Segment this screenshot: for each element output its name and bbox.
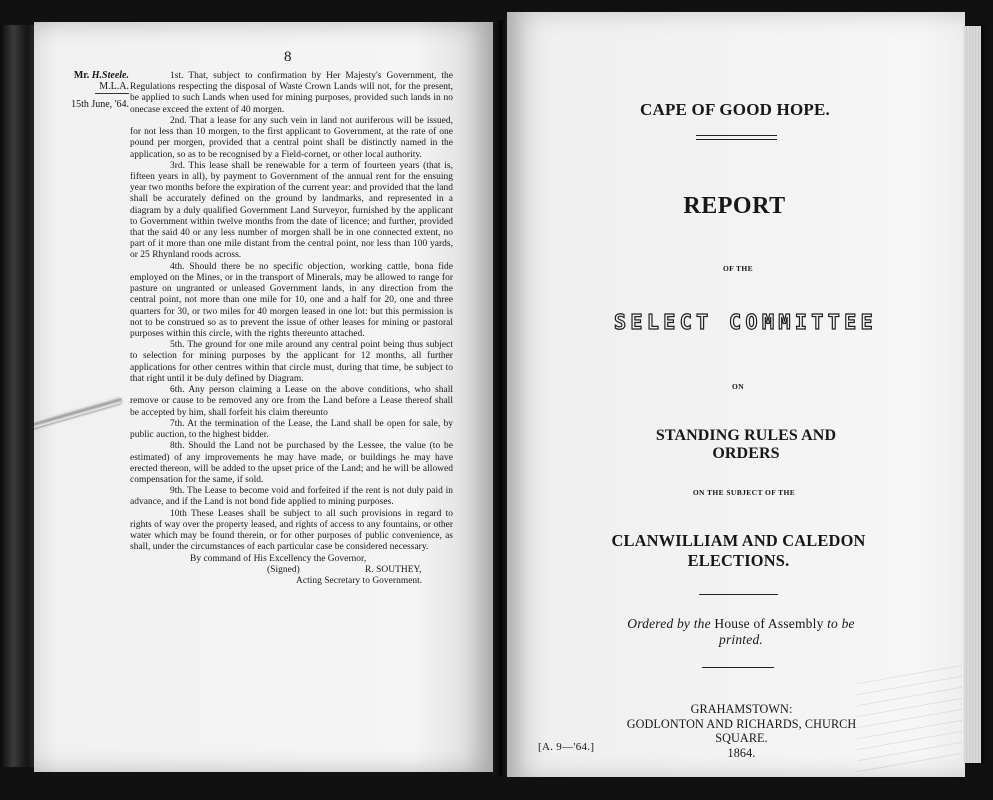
- regulation-paragraph-5: 5th. The ground for one mile around any central point being thus subject to selection for mining purposes by the applicant for 12 months, all further applications for other centres within that circle must, during that time, be subject to that right until it be duly defined by Diagram.: [130, 340, 453, 384]
- printing-order: [616, 616, 866, 648]
- margin-note: [69, 70, 129, 110]
- ordered-by-text: Ordered by the: [627, 616, 711, 631]
- colony-heading-rule: [696, 135, 777, 140]
- regulation-paragraph-2: 2nd. That a lease for any such vein in land not auriferous will be issued, for not less than 10 morgen, to the first applicant to Government, at the rate of one pound per morgen, provided that a central point shall be distinctly named in the application, so as to be recognised by a Field-cornet, or other local authority.: [130, 115, 453, 160]
- margin-note-name-italic: H.Steele.: [91, 70, 129, 81]
- margin-note-title: M.L.A.: [99, 81, 129, 92]
- colony-heading: CAPE OF GOOD HOPE.: [640, 100, 830, 119]
- title-page: [507, 12, 965, 777]
- margin-note-name-prefix: Mr.: [73, 70, 90, 81]
- house-text: House of Assembly: [714, 616, 824, 631]
- of-the-label: OF THE: [722, 264, 754, 273]
- margin-note-date: 15th June, '64.: [71, 99, 129, 110]
- regulation-paragraph-4: 4th. Should there be no specific objection, working cattle, bona fide employed on the Mines, or in the transport of Minerals, may be allowed to range for pasture on ungranted or unleased Government lands, in any direction from the central point, not more than one mile for 10, one and a half for 20, one and three quarters for 30, or two miles for 40 morgen leased in one lot: but this permission is not to be construed so as to prevent the issue of other leases for mining or pastoral purposes within this circle, with the rights thereunto attached.: [130, 261, 453, 339]
- regulations-text: [130, 71, 453, 587]
- publication-year: 1864.: [727, 745, 756, 760]
- signatory-role: Acting Secretary to Government.: [296, 575, 423, 586]
- page-stack-edge: [964, 26, 981, 763]
- regulation-paragraph-3: 3rd. This lease shall be renewable for a term of fourteen years (that is, fifteen years in all), by payment to Government of the annual rent for the ensuing year two months before the expiration of the current year: and provided that the land shall be accurately defined on the ground by landmarks, and represented in a diagram by a duly qualified Government Land Surveyor, furnished by the applicant to Government within twelve months from the date of licence; and further, provided that the said 40 or any less number of morgen shall be in one connected extent, no part of it more than one mile distant from the central point, nor less than 100 yards, or 25 Rhynland roods across.: [130, 160, 453, 261]
- left-page: [34, 22, 497, 772]
- regulation-paragraph-10: 10th These Leases shall be subject to all such provisions in regard to rights of way over the property leased, and rights of access to any fountains, or other water which may be found therein, or for other purposes of public convenience, as shall, under the circumstances of each particular case be considered necessary.: [130, 508, 453, 553]
- bookmark-ribbon: [34, 386, 130, 438]
- elections-rule: [699, 594, 778, 595]
- publisher-block: [599, 702, 884, 760]
- publisher-city: GRAHAMSTOWN:: [690, 702, 793, 716]
- rules-title: STANDING RULES AND ORDERS: [655, 427, 837, 462]
- title-page-content: [507, 12, 965, 777]
- elections-title: CLANWILLIAM AND CALEDON ELECTIONS.: [611, 531, 866, 570]
- margin-note-name: [69, 70, 129, 81]
- book-spine-left: [0, 25, 38, 767]
- order-rule: [702, 667, 774, 668]
- signed-label: (Signed): [267, 564, 300, 575]
- page-show-through-lines: [857, 665, 962, 774]
- margin-note-rule: [95, 93, 129, 94]
- regulation-paragraph-9: 9th. The Lease to become void and forfeited if the rent is not duly paid in advance, and if the Land is not bond fide applied to mining purposes.: [130, 486, 453, 508]
- report-title: REPORT: [683, 193, 786, 219]
- subject-label: ON THE SUBJECT OF THE: [692, 488, 796, 497]
- signature-name-row: [130, 565, 453, 576]
- regulation-paragraph-6: 6th. Any person claiming a Lease on the above conditions, who shall remove or cause to be removed any ore from the Land before a Lease thereof shall be accepted by him, shall forfeit his claim thereunto: [130, 385, 453, 418]
- bookmark-ribbon-strip: [34, 396, 122, 429]
- signature-role-row: [130, 576, 453, 587]
- committee-title: SELECT COMMITTEE: [613, 310, 878, 334]
- government-signature: [130, 554, 453, 587]
- regulation-paragraph-1: 1st. That, subject to confirmation by Her Majesty's Government, the Regulations respecting the disposal of Waste Crown Lands will not, for the present, be applied to such Lands when used for mining purposes, provided such lands in no onecase exceed the extent of 40 morgen.: [130, 71, 453, 115]
- on-label: ON: [731, 382, 745, 391]
- page-number: 8: [284, 49, 292, 65]
- signature-command: By command of His Excellency the Governor,: [190, 553, 367, 564]
- publisher-printers: GODLONTON AND RICHARDS, CHURCH SQUARE.: [626, 716, 857, 745]
- signature-command-row: [130, 554, 453, 565]
- regulation-paragraph-8: 8th. Should the Land not be purchased by the Lessee, the value (to be estimated) of any improvements he may have made, or buildings he may have erected thereon, will be added to the upset price of the Land; and he will be allowed compensation for the same, if sold.: [130, 441, 453, 485]
- signatory-name: R. SOUTHEY,: [365, 564, 422, 575]
- printed-text: to be printed.: [719, 616, 855, 647]
- document-reference: [A. 9—'64.]: [538, 741, 595, 753]
- regulation-paragraph-7: 7th. At the termination of the Lease, the Land shall be open for sale, by public auction, to the highest bidder.: [130, 418, 453, 441]
